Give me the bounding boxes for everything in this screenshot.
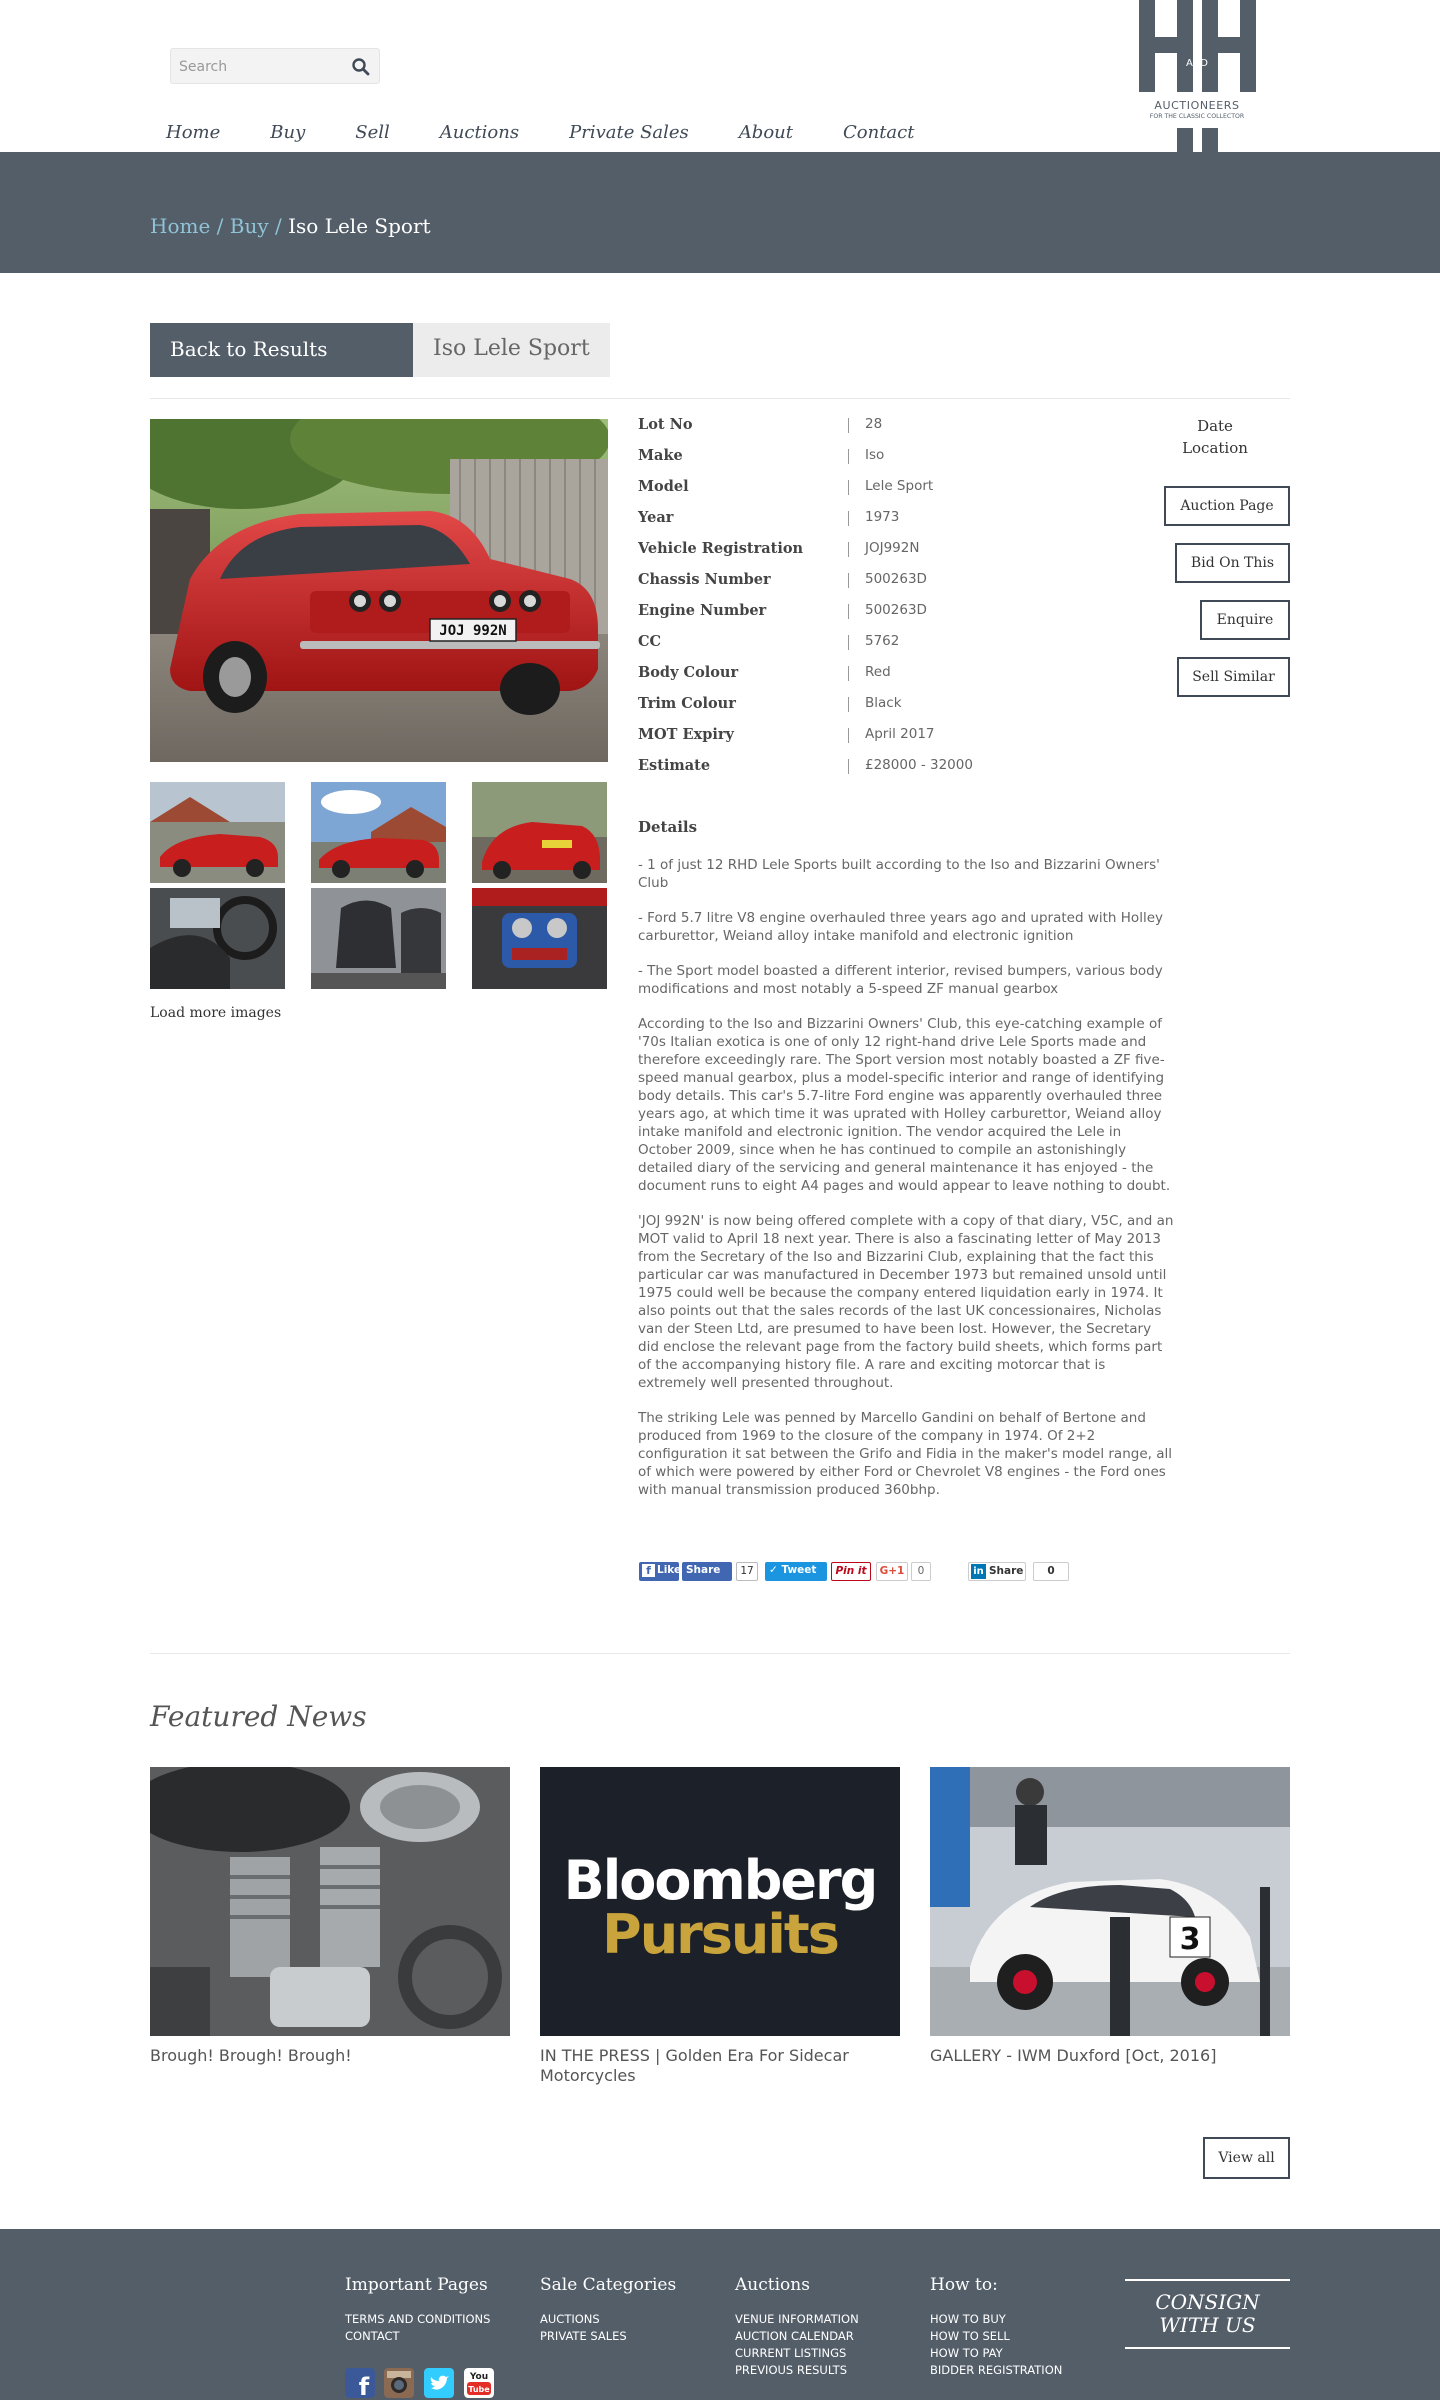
spec-label: Estimate xyxy=(638,757,711,774)
consign-line: CONSIGN xyxy=(1155,2290,1260,2314)
spec-row-engine xyxy=(638,602,1158,633)
footer-heading: Auctions xyxy=(735,2275,810,2295)
enquire-button[interactable]: Enquire xyxy=(1200,600,1290,640)
news-image-bloomberg-pursuits[interactable] xyxy=(540,1767,900,2036)
spec-divider xyxy=(848,511,849,526)
spec-label: Engine Number xyxy=(638,602,767,619)
footer-link-contact[interactable]: CONTACT xyxy=(345,2329,400,2343)
youtube-icon[interactable] xyxy=(464,2368,494,2398)
divider xyxy=(150,398,1290,399)
spec-row-registration xyxy=(638,540,1158,571)
spec-divider xyxy=(848,604,849,619)
date-label: Date xyxy=(1197,417,1233,435)
details-paragraph: - The Sport model boasted a different interior, revised bumpers, various body modifications and most notably a 5-speed ZF manual gearbox xyxy=(638,963,1163,997)
thumbnail-2[interactable] xyxy=(311,782,446,883)
footer-link-auctions[interactable]: AUCTIONS xyxy=(540,2312,600,2326)
breadcrumb-separator: / xyxy=(275,214,282,238)
svg-text:f: f xyxy=(358,2373,370,2398)
instagram-icon[interactable] xyxy=(384,2368,414,2398)
bid-on-this-button[interactable]: Bid On This xyxy=(1175,543,1290,583)
thumbnail-6[interactable] xyxy=(472,888,607,989)
spec-value: Red xyxy=(865,664,891,680)
news-title[interactable]: IN THE PRESS | Golden Era For Sidecar Motorcycles xyxy=(540,2046,849,2085)
nav-contact[interactable]: Contact xyxy=(843,122,915,143)
main-car-photo[interactable] xyxy=(150,419,608,762)
sell-similar-button[interactable]: Sell Similar xyxy=(1177,657,1290,697)
spec-label: CC xyxy=(638,633,662,650)
spec-value: 1973 xyxy=(865,509,900,525)
news-image-white-porsche[interactable] xyxy=(930,1767,1290,2036)
news-image-motorcycle-engine[interactable] xyxy=(150,1767,510,2036)
details-paragraph: The striking Lele was penned by Marcello Gandini on behalf of Bertone and produced from 1969 to the closure of the company in 1974. Of 2+2 configuration it sat between the Grifo and Fidia in the maker's model range, all of which were powered by either Ford or Chevrolet V8 engines - the Ford ones with manual transmission produced 360bhp. xyxy=(638,1410,1172,1498)
details-body xyxy=(638,856,1175,1516)
spec-divider xyxy=(848,728,849,743)
news-title[interactable]: GALLERY - IWM Duxford [Oct, 2016] xyxy=(930,2046,1217,2065)
spec-divider xyxy=(848,418,849,433)
main-nav xyxy=(150,118,948,150)
facebook-count: 17 xyxy=(736,1562,758,1581)
svg-text:3: 3 xyxy=(1179,1922,1201,1957)
spec-label: Chassis Number xyxy=(638,571,771,588)
linkedin-share-button[interactable]: in Share xyxy=(968,1562,1026,1581)
footer xyxy=(0,2229,1440,2400)
search-icon[interactable] xyxy=(351,57,371,77)
spec-value: 5762 xyxy=(865,633,900,649)
nav-buy[interactable]: Buy xyxy=(270,122,306,143)
footer-heading: Sale Categories xyxy=(540,2275,677,2295)
logo-and-text: AND xyxy=(1185,58,1209,69)
facebook-like-button[interactable]: f Like xyxy=(639,1562,679,1581)
number-plate: JOJ 992N xyxy=(439,623,507,639)
svg-text:Tube: Tube xyxy=(468,2385,490,2394)
spec-row-year xyxy=(638,509,1158,540)
spec-value: JOJ992N xyxy=(865,540,920,556)
location-label: Location xyxy=(1182,439,1248,457)
breadcrumb-current: Iso Lele Sport xyxy=(288,214,431,238)
footer-link-bidder-registration[interactable]: BIDDER REGISTRATION xyxy=(930,2363,1063,2377)
google-plus-button[interactable]: G+1 xyxy=(876,1562,908,1581)
thumbnail-4[interactable] xyxy=(150,888,285,989)
spec-label: Vehicle Registration xyxy=(638,540,804,557)
spec-value: 500263D xyxy=(865,571,927,587)
news-card[interactable] xyxy=(930,1767,1290,2066)
logo-subtitle: AUCTIONEERS xyxy=(1154,99,1240,112)
thumbnail-1[interactable] xyxy=(150,782,285,883)
linkedin-icon: in xyxy=(971,1564,986,1579)
details-heading: Details xyxy=(638,818,698,836)
thumbnail-5[interactable] xyxy=(311,888,446,989)
consign-with-us-button[interactable] xyxy=(1125,2279,1290,2349)
consign-line: WITH US xyxy=(1159,2313,1256,2337)
auction-page-button[interactable]: Auction Page xyxy=(1164,486,1290,526)
spec-label: Make xyxy=(638,447,683,464)
breadcrumb-bar xyxy=(0,152,1440,273)
footer-column-important-pages xyxy=(345,2275,490,2345)
nav-private-sales[interactable]: Private Sales xyxy=(569,122,689,143)
pinterest-button[interactable]: Pin it xyxy=(831,1562,871,1581)
spec-divider xyxy=(848,449,849,464)
details-paragraph: 'JOJ 992N' is now being offered complete with a copy of that diary, V5C, and an MOT valid to April 18 next year. There is also a fascinating letter of May 2013 from the Secretary of the Iso and Bizzarini Club, explaining that the fact this particular car was manufactured in December 1973 but remained unsold until 1975 could well be because the company entered liquidation early in 1974. It also points out that the sales records of the last UK concessionaires, Nicholas van der Steen Ltd, are presumed to have been lost. However, the Secretary did enclose the relevant page from the factory build sheets, which forms part of the accompanying history file. A rare and exciting motorcar that is extremely well presented throughout. xyxy=(638,1213,1174,1391)
tweet-button[interactable]: ✓ Tweet xyxy=(765,1562,827,1581)
nav-home[interactable]: Home xyxy=(166,122,221,143)
spec-label: Body Colour xyxy=(638,664,739,681)
spec-value: £28000 - 32000 xyxy=(865,757,973,773)
facebook-icon[interactable] xyxy=(345,2368,375,2398)
spec-row-body-colour xyxy=(638,664,1158,695)
footer-link-current-listings[interactable]: CURRENT LISTINGS xyxy=(735,2346,847,2360)
footer-link-how-to-buy[interactable]: HOW TO BUY xyxy=(930,2312,1006,2326)
details-paragraph: - 1 of just 12 RHD Lele Sports built according to the Iso and Bizzarini Owners' Club xyxy=(638,857,1160,891)
spec-label: Lot No xyxy=(638,416,693,433)
spec-row-lot-no xyxy=(638,416,1158,447)
search-box xyxy=(170,48,380,84)
spec-divider xyxy=(848,573,849,588)
footer-link-auction-calendar[interactable]: AUCTION CALENDAR xyxy=(735,2329,854,2343)
spec-row-estimate xyxy=(638,757,1158,788)
linkedin-count: 0 xyxy=(1033,1562,1069,1581)
details-paragraph: - Ford 5.7 litre V8 engine overhauled three years ago and uprated with Holley carburettor, Weiand alloy intake manifold and electronic ignition xyxy=(638,910,1163,944)
spec-divider xyxy=(848,666,849,681)
divider xyxy=(150,1653,1290,1654)
footer-heading: How to: xyxy=(930,2275,998,2295)
footer-column-how-to xyxy=(930,2275,1062,2379)
spec-row-model xyxy=(638,478,1158,509)
spec-row-mot-expiry xyxy=(638,726,1158,757)
twitter-icon[interactable] xyxy=(424,2368,454,2398)
spec-row-cc xyxy=(638,633,1158,664)
back-to-results-button[interactable]: Back to Results xyxy=(150,323,413,377)
footer-link-terms[interactable]: TERMS AND CONDITIONS xyxy=(345,2312,491,2326)
logo-tagline: FOR THE CLASSIC COLLECTOR xyxy=(1149,113,1245,120)
search-input[interactable] xyxy=(179,56,339,78)
spec-value: Iso xyxy=(865,447,885,463)
spec-label: MOT Expiry xyxy=(638,726,734,743)
footer-column-auctions xyxy=(735,2275,859,2379)
nav-sell[interactable]: Sell xyxy=(355,122,390,143)
google-plus-count: 0 xyxy=(911,1562,931,1581)
spec-divider xyxy=(848,480,849,495)
nav-about[interactable]: About xyxy=(738,122,793,143)
spec-row-chassis xyxy=(638,571,1158,602)
spec-row-trim-colour xyxy=(638,695,1158,726)
spec-value: April 2017 xyxy=(865,726,935,742)
spec-divider xyxy=(848,542,849,557)
spec-value: 28 xyxy=(865,416,883,432)
footer-column-sale-categories xyxy=(540,2275,676,2345)
spec-label: Trim Colour xyxy=(638,695,736,712)
date-location xyxy=(1170,415,1260,459)
footer-link-how-to-sell[interactable]: HOW TO SELL xyxy=(930,2329,1010,2343)
load-more-images-link[interactable]: Load more images xyxy=(150,1005,282,1021)
view-all-button[interactable]: View all xyxy=(1203,2137,1290,2179)
spec-label: Year xyxy=(638,509,674,526)
spec-divider xyxy=(848,759,849,774)
spec-divider xyxy=(848,635,849,650)
spec-value: 500263D xyxy=(865,602,927,618)
spec-row-make xyxy=(638,447,1158,478)
hh-logo[interactable] xyxy=(1135,0,1260,152)
breadcrumb xyxy=(150,214,431,238)
facebook-share-button[interactable]: Share xyxy=(682,1562,732,1581)
spec-divider xyxy=(848,697,849,712)
featured-news-title: Featured News xyxy=(150,1700,367,1733)
news-card[interactable] xyxy=(150,1767,510,2066)
footer-link-how-to-pay[interactable]: HOW TO PAY xyxy=(930,2346,1003,2360)
lot-title-tab: Iso Lele Sport xyxy=(413,323,610,377)
breadcrumb-buy[interactable]: Buy xyxy=(229,214,269,238)
spec-table xyxy=(638,416,1158,788)
bloomberg-wordmark: Bloomberg xyxy=(563,1849,877,1912)
spec-label: Model xyxy=(638,478,689,495)
news-card[interactable] xyxy=(540,1767,900,2086)
details-paragraph: According to the Iso and Bizzarini Owners' Club, this eye-catching example of '70s Italian exotica is one of only 12 right-hand drive Lele Sports made and therefore exceedingly rare. The Sport version most notably boasted a ZF five-speed manual gearbox, plus a model-specific interior and range of identifying body details. This car's 5.7-litre Ford engine was apparently overhauled three years ago, at which time it was uprated with Holley carburettor, Weiand alloy intake manifold and electronic ignition. The vendor acquired the Lele in October 2009, since when he has continued to compile an astonishingly detailed diary of the servicing and general maintenance it has enjoyed - the document runs to eight A4 pages and would appear to leave nothing to doubt. xyxy=(638,1016,1171,1194)
breadcrumb-separator: / xyxy=(216,214,224,238)
spec-value: Lele Sport xyxy=(865,478,934,494)
footer-link-private-sales[interactable]: PRIVATE SALES xyxy=(540,2329,627,2343)
footer-heading: Important Pages xyxy=(345,2275,488,2295)
news-title[interactable]: Brough! Brough! Brough! xyxy=(150,2046,352,2065)
thumbnail-3[interactable] xyxy=(472,782,607,883)
facebook-icon: f xyxy=(642,1564,655,1577)
nav-auctions[interactable]: Auctions xyxy=(439,122,520,143)
breadcrumb-home[interactable]: Home xyxy=(150,214,211,238)
twitter-icon: ✓ xyxy=(769,1564,782,1576)
spec-value: Black xyxy=(865,695,902,711)
footer-link-previous-results[interactable]: PREVIOUS RESULTS xyxy=(735,2363,847,2377)
pursuits-wordmark: Pursuits xyxy=(602,1903,838,1966)
svg-text:You: You xyxy=(469,2372,489,2382)
footer-link-venue-information[interactable]: VENUE INFORMATION xyxy=(735,2312,859,2326)
